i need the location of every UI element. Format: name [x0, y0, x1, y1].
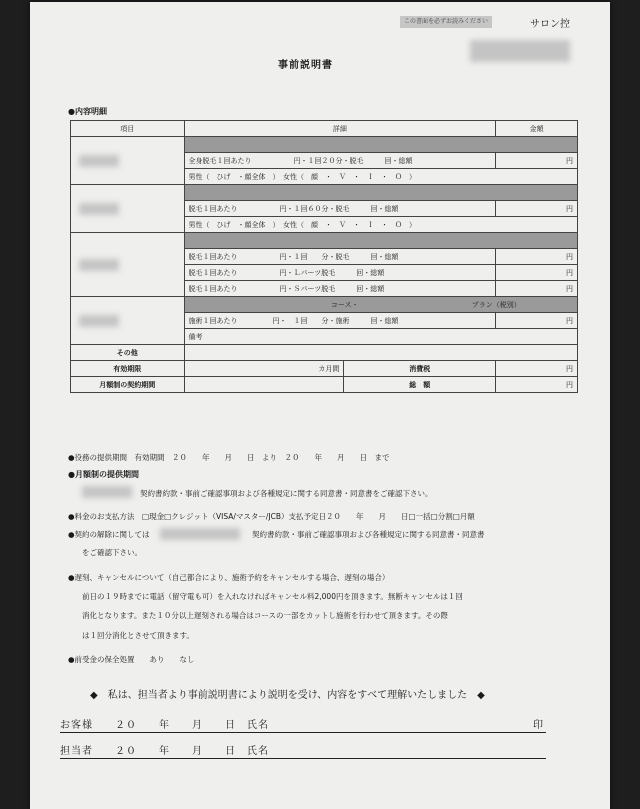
payment-line: ●料金のお支払方法 □現金□クレジット（VISA/マスター/JCB）支払予定日２０ 年 月 日□一括□分割□月額 — [68, 512, 475, 521]
redacted-cell — [71, 233, 185, 297]
months-label: カ月間 — [184, 361, 344, 377]
amount-cell: 円 — [496, 201, 578, 217]
table-row — [71, 345, 578, 361]
redacted-cell — [71, 297, 185, 345]
amount-cell: 円 — [496, 313, 578, 329]
deposit-line: ●前受金の保全処置 あり なし — [68, 655, 195, 664]
gender-text: 男性（ ひげ ・顔全体 ） 女性（ 顔 ・ Ｖ ・ Ｉ ・ Ｏ ） — [184, 169, 577, 185]
detail-text: 施術１回あたり 円・ １回 分・施術 回・総額 — [184, 313, 496, 329]
redacted-text — [82, 486, 132, 498]
page-title: 事前説明書 — [278, 60, 333, 71]
plan-label: プラン（税別） — [471, 300, 521, 309]
redacted-cell — [71, 137, 185, 185]
table-header-row — [71, 121, 578, 137]
remarks-cell: 備考 — [184, 329, 577, 345]
lateness-line-1: 前日の１９時までに電話（留守電も可）を入れなければキャンセル料2,000円を頂きます。無断キャンセルは１回 — [82, 592, 463, 601]
plan-banner — [184, 233, 577, 249]
detail-text: 脱毛１回あたり 円・Ｓパーツ脱毛 回・総額 — [184, 281, 496, 297]
blank-cell — [184, 377, 344, 393]
col-detail: 詳細 — [184, 121, 496, 137]
total-label: 総 額 — [344, 377, 496, 393]
amount-cell: 円 — [496, 249, 578, 265]
course-label: コース・ — [330, 300, 359, 309]
service-period-line: ●役務の提供期間 有効期間 ２０ 年 月 日 より ２０ 年 月 日 まで — [68, 453, 390, 462]
staff-signature-line: 担当者 ２０ 年 月 日 氏名 — [60, 746, 269, 757]
amount-cell: 円 — [496, 281, 578, 297]
amount-cell: 円 — [496, 377, 578, 393]
agreement-line: 契約書約款・事前ご確認事項および各種規定に関する同意書・同意書をご確認下さい。 — [140, 489, 433, 498]
salon-copy-label: サロン控 — [530, 19, 570, 30]
detail-text: 脱毛１回あたり 円・Ｌパーツ脱毛 回・総額 — [184, 265, 496, 281]
col-item: 項目 — [71, 121, 185, 137]
table-row — [71, 361, 578, 377]
course-banner — [184, 297, 577, 313]
contents-table — [70, 120, 578, 393]
monthly-period-heading: ●月額制の提供期間 — [68, 470, 139, 479]
validity-label: 有効期限 — [71, 361, 185, 377]
col-amount: 金額 — [496, 121, 578, 137]
cancellation-line: 契約書約款・事前ご確認事項および各種規定に関する同意書・同意書 — [252, 530, 485, 539]
pledge-statement: ◆ 私は、担当者より事前説明書により説明を受け、内容をすべて理解いたしました ◆ — [90, 690, 485, 701]
customer-signature-line: お客様 ２０ 年 月 日 氏名 — [60, 720, 269, 731]
cancellation-prefix: ●契約の解除に関しては — [68, 530, 150, 539]
redacted-cell — [71, 185, 185, 233]
detail-text: 脱毛１回あたり 円・１回６０分・脱毛 回・総額 — [184, 201, 496, 217]
detail-text: 全身脱毛１回あたり 円・１回２０分・脱毛 回・総額 — [184, 153, 496, 169]
document-page — [30, 2, 610, 809]
lateness-line-3: は１回分消化とさせて頂きます。 — [82, 631, 194, 640]
monthly-period-label: 月額制の契約期間 — [71, 377, 185, 393]
plan-banner — [184, 137, 577, 153]
notice-banner: この書面を必ずお読みください — [400, 16, 492, 28]
redacted-logo — [470, 40, 570, 62]
lateness-line-2: 消化となります。また１０分以上遅刻される場合はコースの一部をカットし施術を行わせて頂きます。その際 — [82, 611, 448, 620]
confirm-line: をご確認下さい。 — [82, 548, 142, 557]
gender-text: 男性（ ひげ ・顔全体 ） 女性（ 顔 ・ Ｖ ・ Ｉ ・ Ｏ ） — [184, 217, 577, 233]
signature-underline — [60, 732, 546, 733]
amount-cell: 円 — [496, 361, 578, 377]
tax-label: 消費税 — [344, 361, 496, 377]
redacted-text — [160, 528, 240, 540]
amount-cell: 円 — [496, 265, 578, 281]
detail-text: 脱毛１回あたり 円・１回 分・脱毛 回・総額 — [184, 249, 496, 265]
table-row — [71, 377, 578, 393]
plan-banner — [184, 185, 577, 201]
section-content-heading: ●内容明細 — [68, 107, 107, 116]
lateness-heading: ●遅刻、キャンセルについて（自己都合により、施術予約をキャンセルする場合、遅刻の場合） — [68, 573, 390, 582]
amount-cell: 円 — [496, 153, 578, 169]
other-value — [184, 345, 577, 361]
signature-underline — [60, 758, 546, 759]
seal-mark: 印 — [533, 720, 544, 731]
other-label: その他 — [71, 345, 185, 361]
